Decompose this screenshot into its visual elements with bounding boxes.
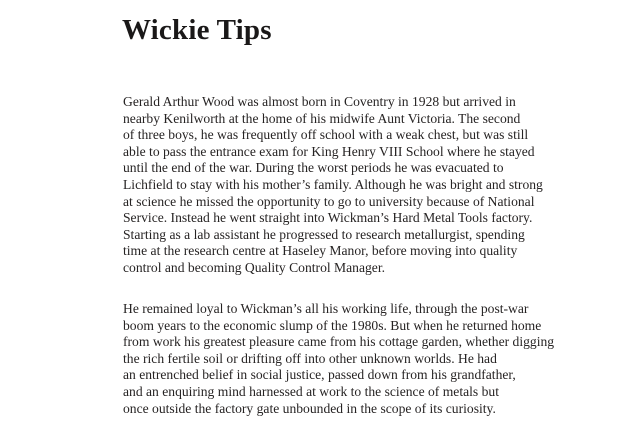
text-line: the rich fertile soil or drifting off into other unknown worlds. He had (123, 350, 497, 366)
text-line: from work his greatest pleasure came from his cottage garden, whether digging (123, 334, 555, 350)
text-line: Service. Instead he went straight into Wickman’s Hard Metal Tools factory. (123, 210, 533, 226)
text-line: Lichfield to stay with his mother’s family. Although he was bright and strong (123, 176, 543, 192)
text-line: at science he missed the opportunity to go to university because of National (123, 193, 535, 209)
text-line: He remained loyal to Wickman’s all his working life, through the post-war (123, 301, 529, 316)
text-line: able to pass the entrance exam for King Henry VIII School where he stayed (123, 143, 535, 159)
paragraph-1 (123, 94, 543, 277)
text-line: an entrenched belief in social justice, passed down from his grandfather, (123, 367, 516, 383)
text-line: nearby Kenilworth at the home of his midwife Aunt Victoria. The second (123, 110, 521, 126)
text-line: Gerald Arthur Wood was almost born in Coventry in 1928 but arrived in (123, 94, 516, 109)
text-line: and an enquiring mind harnessed at work to the science of metals but (123, 383, 499, 399)
text-line: until the end of the war. During the worst periods he was evacuated to (123, 160, 504, 176)
paragraph-2 (123, 301, 554, 417)
page-title: Wickie Tips (122, 14, 272, 46)
text-line: control and becoming Quality Control Manager. (123, 259, 385, 275)
text-line: Starting as a lab assistant he progressed to research metallurgist, spending (123, 226, 525, 242)
text-line: time at the research centre at Haseley Manor, before moving into quality (123, 243, 518, 259)
text-line: boom years to the economic slump of the 1980s. But when he returned home (123, 317, 542, 333)
text-line: of three boys, he was frequently off school with a weak chest, but was still (123, 127, 529, 143)
text-line: once outside the factory gate unbounded in the scope of its curiosity. (123, 400, 496, 416)
